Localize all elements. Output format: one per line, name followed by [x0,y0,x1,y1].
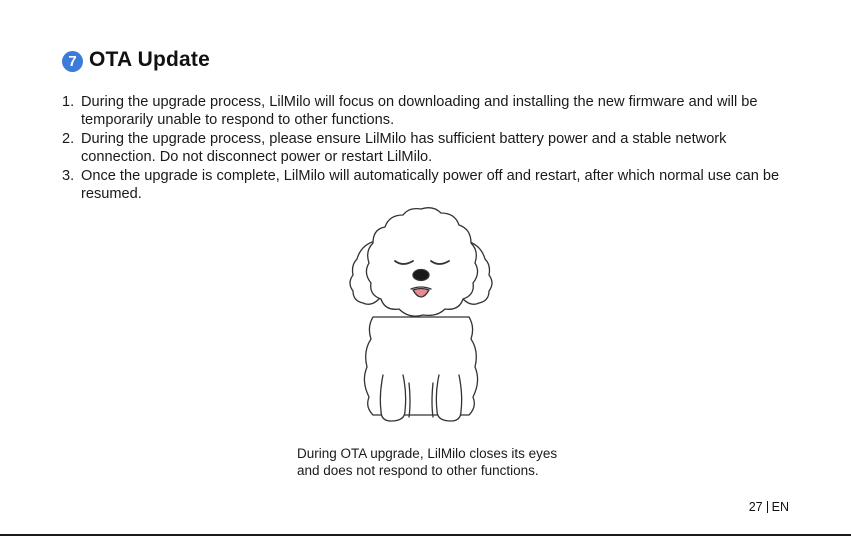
step-number: 2. [62,130,75,147]
section-header [62,48,210,72]
list-item [62,167,802,204]
language-label: EN [771,500,789,514]
page-title: OTA Update [89,48,210,71]
caption-line: During OTA upgrade, LilMilo closes its eyes [297,446,558,461]
step-number: 1. [62,94,75,110]
list-item [62,130,802,167]
dog-nose [413,270,429,281]
step-number: 3. [62,167,75,184]
list-item [62,93,802,130]
step-text: Once the upgrade is complete, LilMilo will automatically power off and restart, after which normal use can be resumed. [81,167,780,203]
caption-line: and does not respond to other functions. [297,463,539,478]
page-footer [749,500,789,514]
dog-leg-right [436,375,461,421]
dog-head [366,208,477,316]
footer-separator [767,501,768,513]
sleeping-dog-illustration [345,205,497,427]
step-text: During the upgrade process, please ensure LilMilo has sufficient battery power and a stable network connection. Do not disconnect power or restart LilMilo. [81,130,727,166]
dog-leg-left [380,375,405,421]
page-number: 27 [748,500,763,514]
figure-caption [297,445,617,479]
step-text: During the upgrade process, LilMilo will focus on downloading and installing the new firmware and will be temporarily unable to respond to other functions. [81,94,758,129]
instruction-list [62,93,802,203]
section-number-badge: 7 [62,51,83,72]
